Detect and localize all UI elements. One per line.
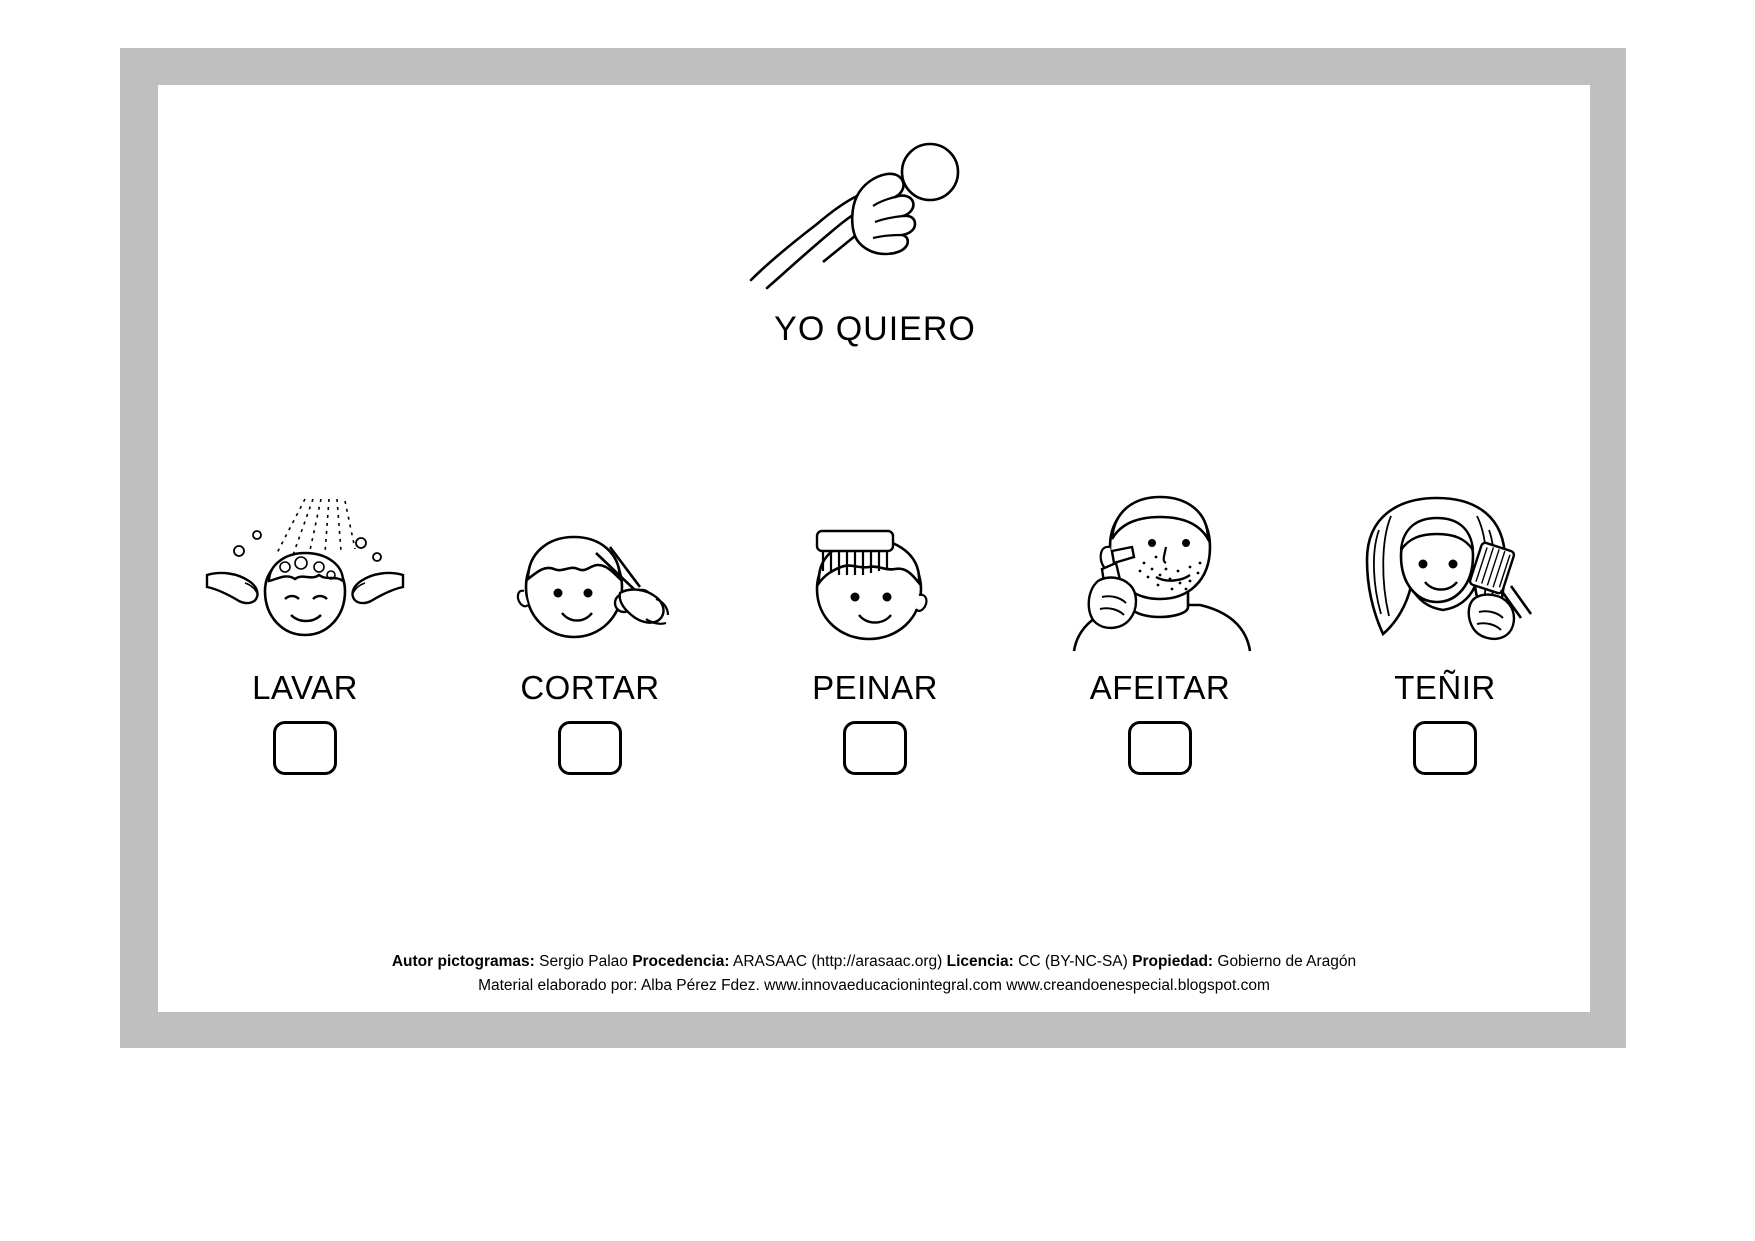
options-row bbox=[180, 495, 1570, 775]
washing-hair-icon bbox=[180, 495, 430, 655]
header-block bbox=[640, 140, 1110, 349]
page-title: YO QUIERO bbox=[774, 310, 976, 348]
option-label-lavar: LAVAR bbox=[252, 669, 358, 706]
option-label-tenir: TEÑIR bbox=[1394, 669, 1496, 706]
footer-source-value: ARASAAC (http://arasaac.org) bbox=[729, 953, 947, 970]
option-card-lavar[interactable] bbox=[180, 495, 430, 775]
shaving-face-icon bbox=[1035, 495, 1285, 655]
footer-license-value: CC (BY-NC-SA) bbox=[1013, 953, 1133, 970]
footer-line-1 bbox=[158, 950, 1590, 974]
option-checkbox-afeitar[interactable] bbox=[1128, 721, 1192, 775]
footer-author-label: Autor pictogramas: bbox=[391, 953, 535, 970]
combing-hair-icon bbox=[750, 495, 1000, 655]
option-checkbox-peinar[interactable] bbox=[843, 721, 907, 775]
option-checkbox-cortar[interactable] bbox=[558, 721, 622, 775]
option-card-cortar[interactable] bbox=[465, 495, 715, 775]
footer-property-label: Propiedad: bbox=[1132, 953, 1214, 970]
option-checkbox-tenir[interactable] bbox=[1413, 721, 1477, 775]
option-label-peinar: PEINAR bbox=[812, 669, 938, 706]
footer-license-label: Licencia: bbox=[946, 953, 1014, 970]
option-checkbox-lavar[interactable] bbox=[273, 721, 337, 775]
footer-credits bbox=[158, 950, 1590, 998]
option-card-tenir[interactable] bbox=[1320, 495, 1570, 775]
option-label-cortar: CORTAR bbox=[520, 669, 660, 706]
footer-property-value: Gobierno de Aragón bbox=[1213, 953, 1357, 970]
dyeing-hair-icon bbox=[1320, 495, 1570, 655]
footer-author-value: Sergio Palao bbox=[534, 953, 633, 970]
option-card-peinar bbox=[750, 495, 1000, 775]
hand-pointing-up-icon bbox=[745, 140, 1005, 300]
footer-source-label: Procedencia: bbox=[632, 953, 730, 970]
footer-line-2: Material elaborado por: Alba Pérez Fdez. www.innovaeducacionintegral.com www.creandoenespecial.blogspot.com bbox=[478, 977, 1270, 995]
option-label-afeitar: AFEITAR bbox=[1089, 669, 1231, 706]
cutting-hair-icon bbox=[465, 495, 715, 655]
option-card-afeitar[interactable] bbox=[1035, 495, 1285, 775]
